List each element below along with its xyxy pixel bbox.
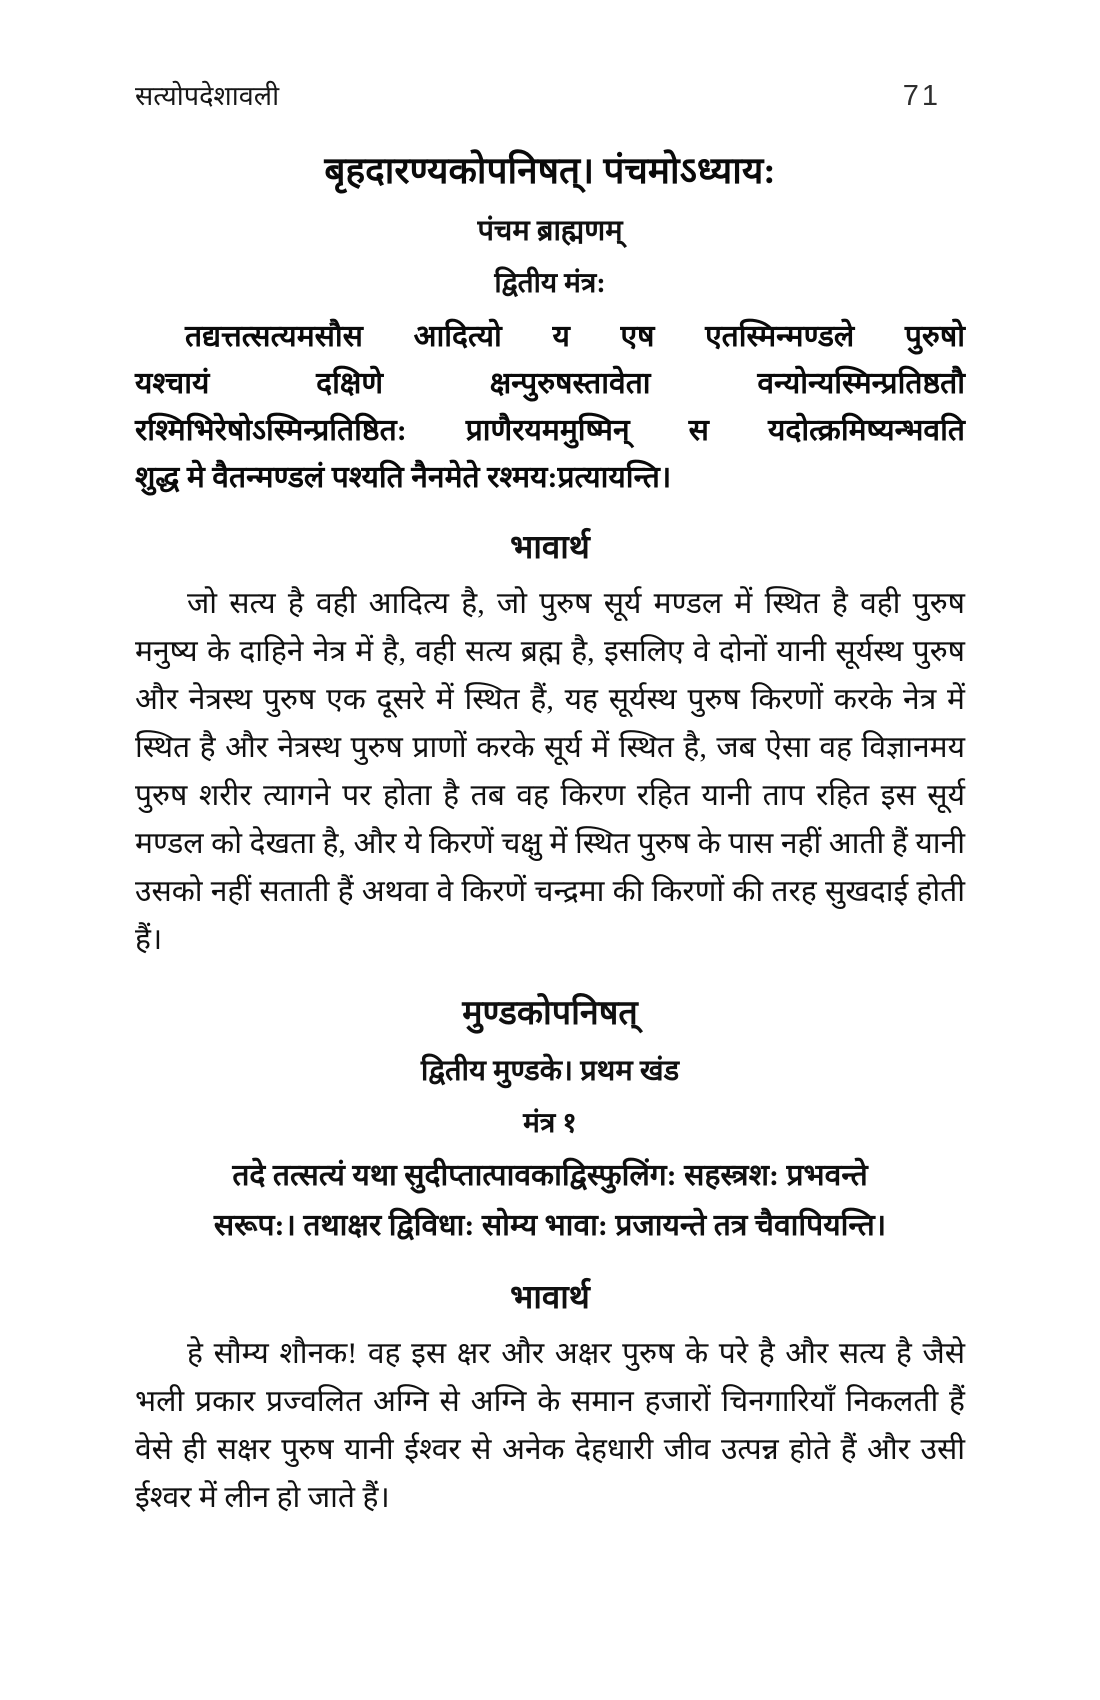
page-header [135,76,965,113]
mantra-line: तदे तत्सत्यं यथा सुदीप्तात्पावकाद्विस्फुलिंग: सहस्त्रश: प्रभवन्ते [232,1159,868,1192]
brihadaranyaka-title: बृहदारण्यकोपनिषत्। पंचमोऽध्याय: [324,151,776,192]
mantra-line: सरूप:। तथाक्षर द्विविधा: सोम्य भावा: प्रजायन्ते तत्र चैवापियन्ति। [213,1209,887,1242]
mantra-line: यश्चायं दक्षिणे क्षन्पुरुषस्तावेता वन्योन्यस्मिन्प्रतिष्ठतौ [135,367,965,400]
section-brihadaranyaka [135,143,965,964]
book-title: सत्योपदेशावली [135,81,280,111]
brahmanam-heading: पंचम ब्राह्मणम् [477,215,623,247]
brihadaranyaka-mantra [135,313,965,501]
mantra-line: तद्यत्तत्सत्यमसौस आदित्यो य एष एतस्मिन्मण्डले पुरुषो [185,320,965,353]
page-number: 71 [902,80,941,112]
brihadaranyaka-mantra-heading: द्वितीय मंत्र: [494,268,606,299]
mundaka-title: मुण्डकोपनिषत् [462,995,638,1032]
mantra-line: शुद्ध मे वैतन्मण्डलं पश्यति नैनमेते रश्मय:प्रत्यायन्ति। [135,461,672,494]
bhavarth-heading: भावार्थ [510,1280,590,1316]
section-mundaka [135,988,965,1522]
bhavarth-heading: भावार्थ [510,530,590,566]
khand-heading: द्वितीय मुण्डके। प्रथम खंड [420,1055,680,1087]
mundaka-bhavarth-paragraph: हे सौम्य शौनक! वह इस क्षर और अक्षर पुरुष के परे है और सत्य है जैसे भली प्रकार प्रज्वलित अग्नि से अग्नि के समान हजारों चिनगारियाँ निकलती हैं वेसे ही सक्षर पुरुष यानी ईश्वर से अनेक देहधारी जीव उत्पन्न होते हैं और उसी ईश्वर में लीन हो जाते हैं। [135,1337,965,1514]
mantra-line: रश्मिभिरेषोऽस्मिन्प्रतिष्ठित: प्राणैरयममुष्मिन् स यदोत्क्रमिष्यन्भवति [135,414,965,447]
brihadaranyaka-bhavarth-paragraph: जो सत्य है वही आदित्य है, जो पुरुष सूर्य मण्डल में स्थित है वही पुरुष मनुष्य के दाहिने नेत्र में है, वही सत्य ब्रह्म है, इसलिए वे दोनों यानी सूर्यस्थ पुरुष और नेत्रस्थ पुरुष एक दूसरे में स्थित हैं, यह सूर्यस्थ पुरुष किरणों करके नेत्र में स्थित है और नेत्रस्थ पुरुष प्राणों करके सूर्य में स्थित है, जब ऐसा वह विज्ञानमय पुरुष शरीर त्यागने पर होता है तब वह किरण रहित यानी ताप रहित इस सूर्य मण्डल को देखता है, और ये किरणें चक्षु में स्थित पुरुष के पास नहीं आती हैं यानी उसको नहीं सताती हैं अथवा वे किरणें चन्द्रमा की किरणों की तरह सुखदाई होती हैं। [135,587,965,956]
mundaka-mantra [135,1151,965,1251]
mundaka-mantra-heading: मंत्र १ [523,1108,577,1139]
